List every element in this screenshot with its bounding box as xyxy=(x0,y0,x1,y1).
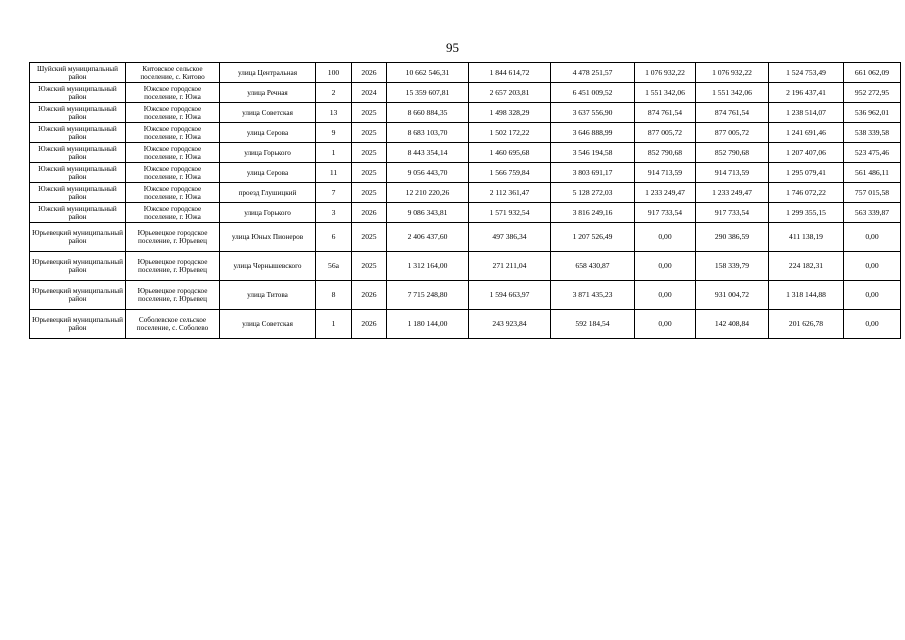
cell-amount-4: 914 713,59 xyxy=(696,163,769,183)
cell-amount-3: 0,00 xyxy=(635,223,696,252)
table-row xyxy=(30,252,901,281)
cell-house-number: 2 xyxy=(316,83,352,103)
table-row xyxy=(30,143,901,163)
cell-total-cost: 7 715 248,80 xyxy=(387,281,469,310)
cell-amount-6: 952 272,95 xyxy=(844,83,901,103)
table-row xyxy=(30,83,901,103)
cell-street: улица Юных Пионеров xyxy=(220,223,316,252)
cell-amount-1: 1 498 328,29 xyxy=(469,103,551,123)
cell-amount-1: 2 657 203,81 xyxy=(469,83,551,103)
cell-municipal-district: Южский муниципальный район xyxy=(30,123,126,143)
cell-amount-4: 931 004,72 xyxy=(696,281,769,310)
cell-amount-3: 1 076 932,22 xyxy=(635,63,696,83)
cell-total-cost: 9 086 343,81 xyxy=(387,203,469,223)
cell-total-cost: 2 406 437,60 xyxy=(387,223,469,252)
cell-amount-6: 0,00 xyxy=(844,310,901,339)
cell-year: 2026 xyxy=(352,310,387,339)
cell-settlement: Юрьевецкое городское поселение, г. Юрьевец xyxy=(126,223,220,252)
cell-amount-6: 523 475,46 xyxy=(844,143,901,163)
cell-street: улица Горького xyxy=(220,203,316,223)
cell-street: улица Горького xyxy=(220,143,316,163)
cell-amount-1: 1 594 663,97 xyxy=(469,281,551,310)
cell-amount-1: 1 502 172,22 xyxy=(469,123,551,143)
table-row xyxy=(30,203,901,223)
cell-amount-1: 1 844 614,72 xyxy=(469,63,551,83)
cell-municipal-district: Южский муниципальный район xyxy=(30,183,126,203)
table-row xyxy=(30,123,901,143)
cell-amount-4: 877 005,72 xyxy=(696,123,769,143)
cell-settlement: Юрьевецкое городское поселение, г. Юрьевец xyxy=(126,252,220,281)
cell-total-cost: 15 359 607,81 xyxy=(387,83,469,103)
cell-year: 2025 xyxy=(352,223,387,252)
cell-amount-3: 1 233 249,47 xyxy=(635,183,696,203)
cell-amount-6: 757 015,58 xyxy=(844,183,901,203)
cell-amount-1: 497 386,34 xyxy=(469,223,551,252)
cell-amount-2: 5 128 272,03 xyxy=(551,183,635,203)
cell-year: 2025 xyxy=(352,143,387,163)
table-row xyxy=(30,103,901,123)
cell-amount-5: 1 295 079,41 xyxy=(769,163,844,183)
cell-amount-1: 2 112 361,47 xyxy=(469,183,551,203)
cell-amount-3: 874 761,54 xyxy=(635,103,696,123)
cell-house-number: 6 xyxy=(316,223,352,252)
cell-amount-4: 917 733,54 xyxy=(696,203,769,223)
cell-amount-4: 1 076 932,22 xyxy=(696,63,769,83)
cell-municipal-district: Южский муниципальный район xyxy=(30,83,126,103)
cell-amount-5: 2 196 437,41 xyxy=(769,83,844,103)
cell-amount-3: 0,00 xyxy=(635,310,696,339)
cell-amount-6: 0,00 xyxy=(844,281,901,310)
cell-amount-3: 917 733,54 xyxy=(635,203,696,223)
cell-house-number: 9 xyxy=(316,123,352,143)
cell-amount-2: 3 637 556,90 xyxy=(551,103,635,123)
cell-municipal-district: Юрьевецкий муниципальный район xyxy=(30,252,126,281)
cell-year: 2025 xyxy=(352,123,387,143)
cell-year: 2024 xyxy=(352,83,387,103)
cell-amount-2: 3 871 435,23 xyxy=(551,281,635,310)
cell-amount-3: 0,00 xyxy=(635,281,696,310)
cell-amount-3: 0,00 xyxy=(635,252,696,281)
cell-total-cost: 9 056 443,70 xyxy=(387,163,469,183)
cell-year: 2025 xyxy=(352,103,387,123)
cell-amount-2: 3 803 691,17 xyxy=(551,163,635,183)
cell-year: 2026 xyxy=(352,203,387,223)
cell-year: 2025 xyxy=(352,183,387,203)
cell-municipal-district: Южский муниципальный район xyxy=(30,203,126,223)
cell-settlement: Южское городское поселение, г. Южа xyxy=(126,83,220,103)
cell-amount-6: 0,00 xyxy=(844,252,901,281)
cell-amount-6: 563 339,87 xyxy=(844,203,901,223)
cell-amount-6: 536 962,01 xyxy=(844,103,901,123)
cell-amount-4: 142 408,84 xyxy=(696,310,769,339)
cell-amount-1: 1 566 759,84 xyxy=(469,163,551,183)
cell-total-cost: 8 660 884,35 xyxy=(387,103,469,123)
cell-year: 2025 xyxy=(352,252,387,281)
cell-amount-3: 877 005,72 xyxy=(635,123,696,143)
cell-amount-1: 1 460 695,68 xyxy=(469,143,551,163)
cell-street: улица Титова xyxy=(220,281,316,310)
cell-municipal-district: Юрьевецкий муниципальный район xyxy=(30,310,126,339)
cell-amount-5: 1 207 407,06 xyxy=(769,143,844,163)
cell-amount-4: 1 233 249,47 xyxy=(696,183,769,203)
cell-house-number: 11 xyxy=(316,163,352,183)
cell-year: 2026 xyxy=(352,63,387,83)
cell-house-number: 3 xyxy=(316,203,352,223)
cell-amount-2: 1 207 526,49 xyxy=(551,223,635,252)
cell-total-cost: 1 180 144,00 xyxy=(387,310,469,339)
cell-amount-2: 592 184,54 xyxy=(551,310,635,339)
cell-amount-5: 201 626,78 xyxy=(769,310,844,339)
cell-settlement: Южское городское поселение, г. Южа xyxy=(126,123,220,143)
cell-total-cost: 10 662 546,31 xyxy=(387,63,469,83)
cell-amount-6: 661 062,09 xyxy=(844,63,901,83)
cell-amount-1: 271 211,04 xyxy=(469,252,551,281)
cell-street: улица Серова xyxy=(220,123,316,143)
cell-street: улица Центральная xyxy=(220,63,316,83)
cell-house-number: 1 xyxy=(316,310,352,339)
cell-street: улица Чернышевского xyxy=(220,252,316,281)
cell-settlement: Южское городское поселение, г. Южа xyxy=(126,103,220,123)
cell-year: 2025 xyxy=(352,163,387,183)
cell-amount-5: 1 524 753,49 xyxy=(769,63,844,83)
cell-settlement: Южское городское поселение, г. Южа xyxy=(126,163,220,183)
cell-house-number: 1 xyxy=(316,143,352,163)
table-row xyxy=(30,183,901,203)
cell-municipal-district: Южский муниципальный район xyxy=(30,103,126,123)
cell-amount-5: 1 318 144,88 xyxy=(769,281,844,310)
page-number: 95 xyxy=(446,40,459,55)
cell-amount-1: 243 923,84 xyxy=(469,310,551,339)
cell-house-number: 13 xyxy=(316,103,352,123)
cell-municipal-district: Юрьевецкий муниципальный район xyxy=(30,223,126,252)
cell-amount-2: 3 546 194,58 xyxy=(551,143,635,163)
cell-street: улица Серова xyxy=(220,163,316,183)
cell-amount-5: 1 238 514,07 xyxy=(769,103,844,123)
cell-amount-3: 914 713,59 xyxy=(635,163,696,183)
cell-street: улица Советская xyxy=(220,310,316,339)
cell-house-number: 100 xyxy=(316,63,352,83)
table-row xyxy=(30,281,901,310)
cell-house-number: 7 xyxy=(316,183,352,203)
cell-amount-6: 561 486,11 xyxy=(844,163,901,183)
cell-amount-4: 290 386,59 xyxy=(696,223,769,252)
cell-amount-6: 0,00 xyxy=(844,223,901,252)
cell-street: проезд Глушицкий xyxy=(220,183,316,203)
cell-settlement: Южское городское поселение, г. Южа xyxy=(126,203,220,223)
cell-amount-2: 3 816 249,16 xyxy=(551,203,635,223)
cell-total-cost: 12 210 220,26 xyxy=(387,183,469,203)
cell-amount-2: 3 646 888,99 xyxy=(551,123,635,143)
cell-amount-4: 874 761,54 xyxy=(696,103,769,123)
cell-total-cost: 8 443 354,14 xyxy=(387,143,469,163)
cell-municipal-district: Юрьевецкий муниципальный район xyxy=(30,281,126,310)
cell-year: 2026 xyxy=(352,281,387,310)
table-row xyxy=(30,63,901,83)
cell-street: улица Советская xyxy=(220,103,316,123)
cell-settlement: Китовское сельское поселение, с. Китово xyxy=(126,63,220,83)
cell-municipal-district: Шуйский муниципальный район xyxy=(30,63,126,83)
cell-settlement: Юрьевецкое городское поселение, г. Юрьевец xyxy=(126,281,220,310)
cell-total-cost: 1 312 164,00 xyxy=(387,252,469,281)
cell-municipal-district: Южский муниципальный район xyxy=(30,163,126,183)
housing-program-table xyxy=(29,62,901,339)
cell-amount-4: 1 551 342,06 xyxy=(696,83,769,103)
cell-amount-3: 852 790,68 xyxy=(635,143,696,163)
cell-total-cost: 8 683 103,70 xyxy=(387,123,469,143)
cell-amount-2: 4 478 251,57 xyxy=(551,63,635,83)
cell-house-number: 56а xyxy=(316,252,352,281)
cell-amount-4: 158 339,79 xyxy=(696,252,769,281)
cell-amount-5: 1 241 691,46 xyxy=(769,123,844,143)
cell-amount-3: 1 551 342,06 xyxy=(635,83,696,103)
cell-amount-4: 852 790,68 xyxy=(696,143,769,163)
cell-amount-2: 658 430,87 xyxy=(551,252,635,281)
cell-settlement: Соболевское сельское поселение, с. Соболево xyxy=(126,310,220,339)
cell-amount-5: 411 138,19 xyxy=(769,223,844,252)
cell-amount-5: 1 746 072,22 xyxy=(769,183,844,203)
table-row xyxy=(30,163,901,183)
cell-street: улица Речная xyxy=(220,83,316,103)
cell-amount-1: 1 571 932,54 xyxy=(469,203,551,223)
cell-amount-5: 1 299 355,15 xyxy=(769,203,844,223)
table-row xyxy=(30,310,901,339)
cell-settlement: Южское городское поселение, г. Южа xyxy=(126,183,220,203)
table-row xyxy=(30,223,901,252)
cell-amount-2: 6 451 009,52 xyxy=(551,83,635,103)
cell-amount-5: 224 182,31 xyxy=(769,252,844,281)
cell-amount-6: 538 339,58 xyxy=(844,123,901,143)
cell-house-number: 8 xyxy=(316,281,352,310)
cell-municipal-district: Южский муниципальный район xyxy=(30,143,126,163)
cell-settlement: Южское городское поселение, г. Южа xyxy=(126,143,220,163)
